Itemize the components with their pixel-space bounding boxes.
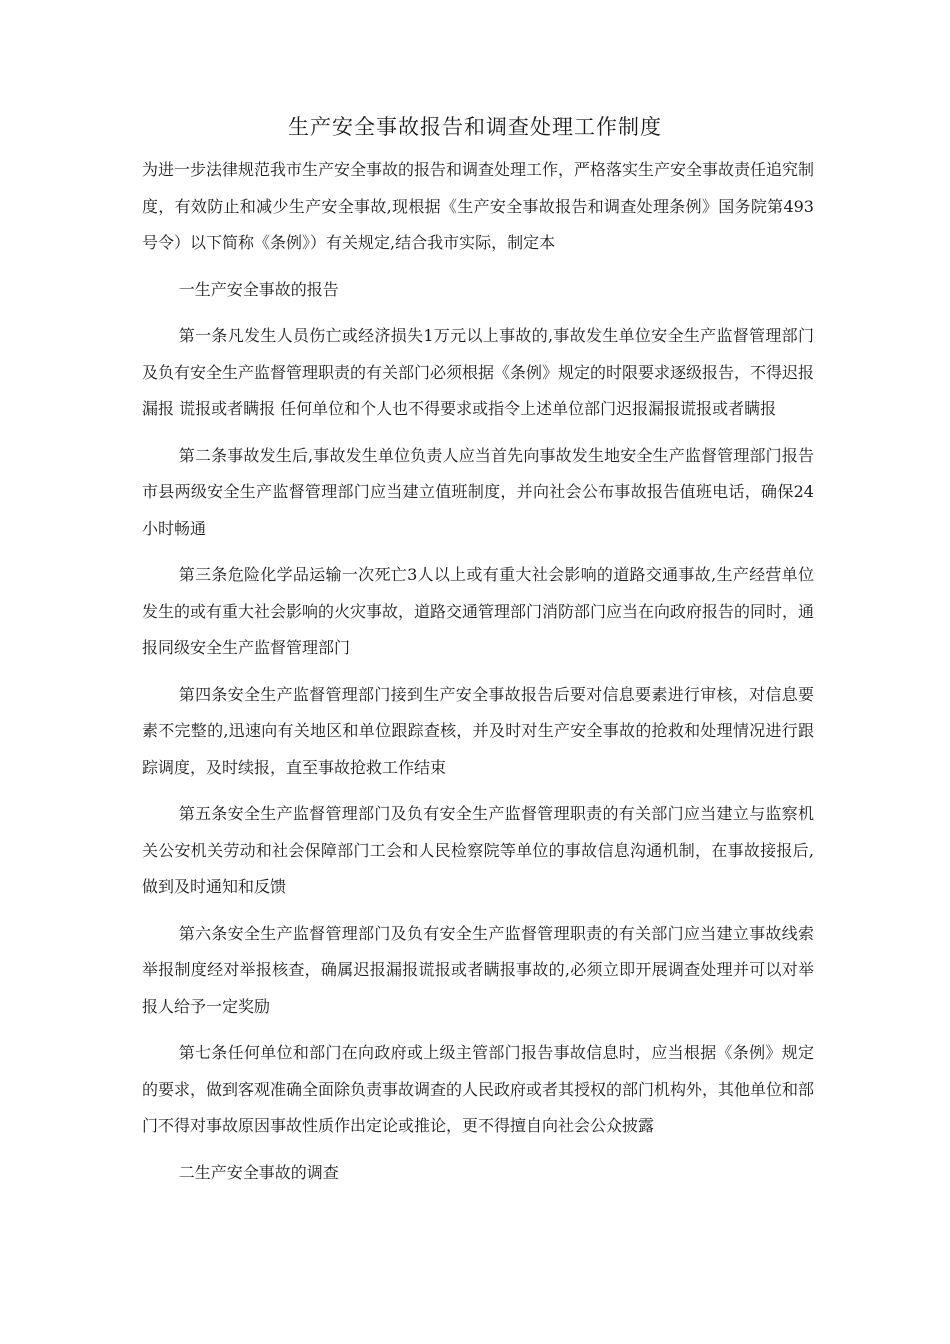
article-6-paragraph: 第六条安全生产监督管理部门及负有安全生产监督管理职责的有关部门应当建立事故线索举报制度经对举报核查，确属迟报漏报谎报或者瞒报事故的,必须立即开展调查处理并可以对举报人给予一定奖励: [142, 923, 814, 1016]
section-heading-investigation: 二生产安全事故的调查: [178, 1162, 339, 1182]
article-4-paragraph: 第四条安全生产监督管理部门接到生产安全事故报告后要对信息要素进行审核，对信息要素不完整的,迅速向有关地区和单位跟踪查核，并及时对生产安全事故的抢救和处理情况进行跟踪调度，及时续报，直至事故抢救工作结束: [142, 684, 814, 777]
document-title: 生产安全事故报告和调查处理工作制度: [288, 115, 662, 139]
document-body: [142, 152, 814, 1201]
article-3-paragraph: 第三条危险化学品运输一次死亡3人以上或有重大社会影响的道路交通事故,生产经营单位发生的或有重大社会影响的火灾事故，道路交通管理部门消防部门应当在向政府报告的同时，通报同级安全生产监督管理部门: [142, 565, 815, 657]
article-1-paragraph: 第一条凡发生人员伤亡或经济损失1万元以上事故的,事故发生单位安全生产监督管理部门及负有安全生产监督管理职责的有关部门必须根据《条例》规定的时限要求逐级报告，不得迟报漏报 谎报或者瞒报 任何单位和个人也不得要求或指令上述单位部门迟报漏报谎报或者瞒报: [142, 326, 815, 418]
article-7-paragraph: 第七条任何单位和部门在向政府或上级主管部门报告事故信息时，应当根据《条例》规定的要求，做到客观准确全面除负责事故调查的人民政府或者其授权的部门机构外，其他单位和部门不得对事故原因事故性质作出定论或推论，更不得擅自向社会公众披露: [142, 1043, 815, 1135]
article-2-paragraph: 第二条事故发生后,事故发生单位负责人应当首先向事故发生地安全生产监督管理部门报告市县两级安全生产监督管理部门应当建立值班制度，并向社会公布事故报告值班电话，确保24小时畅通: [142, 445, 814, 538]
section-heading-report: 一生产安全事故的报告: [178, 279, 339, 299]
intro-paragraph: 为进一步法律规范我市生产安全事故的报告和调查处理工作，严格落实生产安全事故责任追究制度，有效防止和减少生产安全事故,现根据《生产安全事故报告和调查处理条例》国务院第493号令）以下简称《条例》）有关规定,结合我市实际，制定本: [142, 160, 815, 252]
article-5-paragraph: 第五条安全生产监督管理部门及负有安全生产监督管理职责的有关部门应当建立与监察机关公安机关劳动和社会保障部门工会和人民检察院等单位的事故信息沟通机制，在事故接报后,做到及时通知和反馈: [142, 804, 814, 896]
